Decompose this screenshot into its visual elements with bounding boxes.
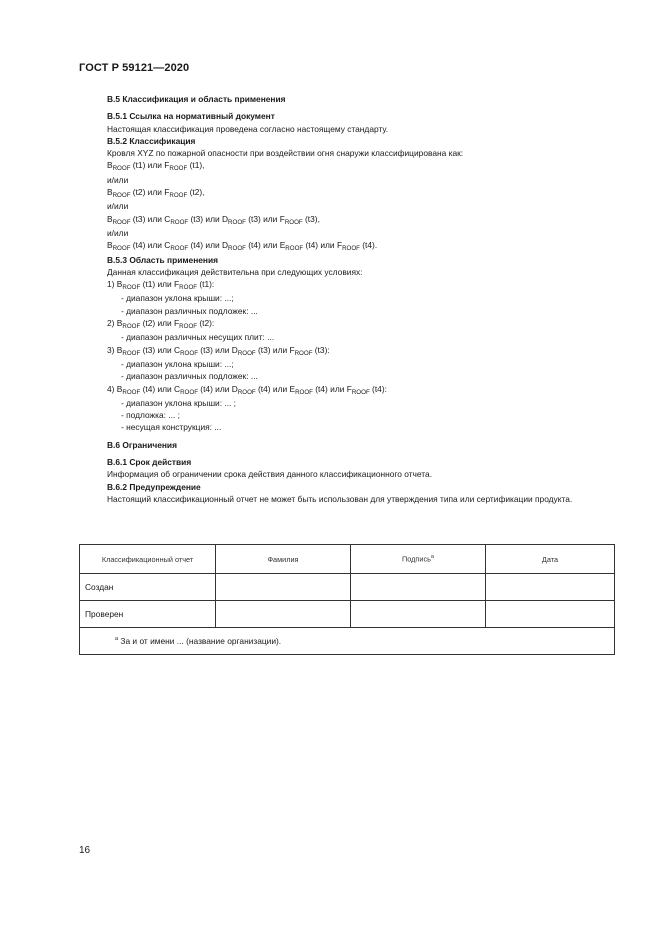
condition-2: 2) $B_{ROOF}$ (t2) или $F_{ROOF}$ (t2): [107,318,215,331]
section-b6-title: В.6 Ограничения [107,439,177,450]
section-b61-title: В.6.1 Срок действия [107,457,192,468]
section-b61-text: Информация об ограничении срока действия данного классификационного отчета. [107,469,433,480]
table-header-row [80,545,615,574]
condition-item: - диапазон различных подложек: ... [121,305,258,316]
document-header: ГОСТ Р 59121—2020 [79,62,190,74]
table-cell [351,574,486,601]
or-text: и/или [107,201,129,212]
section-b51-text: Настоящая классификация проведена согласно настоящему стандарту. [107,123,389,134]
section-b52-title: В.5.2 Классификация [107,135,196,146]
class-line-3: $B_{ROOF}$ (t3) или $C_{ROOF}$ (t3) или $D_{ROOF}$ (t3) или $F_{ROOF}$ (t3), [107,213,320,226]
condition-item: - диапазон различных несущих плит: ... [121,332,275,343]
row-label: Проверен [80,601,216,628]
row-label: Создан [80,574,216,601]
condition-item: - диапазон уклона крыши: ... ; [121,397,237,408]
table-row [80,601,615,628]
table-cell [486,601,615,628]
section-b53-title: В.5.3 Область применения [107,254,219,265]
table-note-row [80,628,615,655]
section-b51-title: В.5.1 Ссылка на нормативный документ [107,111,275,122]
section-b62-title: В.6.2 Предупреждение [107,481,201,492]
class-line-1: $B_{ROOF}$ (t1) или $F_{ROOF}$ (t1), [107,160,205,173]
condition-3: 3) $B_{ROOF}$ (t3) или $C_{ROOF}$ (t3) или $D_{ROOF}$ (t3) или $F_{ROOF}$ (t3): [107,344,330,357]
condition-item: - несущая конструкция: ... [121,422,222,433]
table-footnote: $^a$ За и от имени ... (название организации). [80,628,615,655]
condition-4: 4) $B_{ROOF}$ (t4) или $C_{ROOF}$ (t4) или $D_{ROOF}$ (t4) или $E_{ROOF}$ (t4) или $F_{ROOF}$ (t4): [107,383,387,396]
page-number: 16 [79,845,91,856]
class-line-2: $B_{ROOF}$ (t2) или $F_{ROOF}$ (t2), [107,187,205,200]
condition-item: - диапазон уклона крыши: ...; [121,358,234,369]
column-header: Подпись$^a$ [351,545,486,574]
table-row [80,574,615,601]
or-text: и/или [107,227,129,238]
section-b62-text: Настоящий классификационный отчет не может быть использован для утверждения типа или сертификации продукта. [107,493,573,504]
column-header: Дата [486,545,615,574]
table-cell [486,574,615,601]
table-cell [351,601,486,628]
document-body [107,93,617,505]
condition-1: 1) $B_{ROOF}$ (t1) или $F_{ROOF}$ (t1): [107,279,215,292]
signature-table [79,544,615,655]
condition-item: - диапазон уклона крыши: ...; [121,293,234,304]
class-line-4: $B_{ROOF}$ (t4) или $C_{ROOF}$ (t4) или $D_{ROOF}$ (t4) или $E_{ROOF}$ (t4) или $F_{ROOF}$ (t4). [107,240,378,253]
or-text: и/или [107,174,129,185]
section-b52-text: Кровля XYZ по пожарной опасности при воздействии огня снаружи классифицирована как: [107,148,464,159]
table-cell [216,601,351,628]
column-header: Классификационный отчет [80,545,216,574]
condition-item: - диапазон различных подложек: ... [121,371,258,382]
table-cell [216,574,351,601]
condition-item: - подложка: ... ; [121,410,180,421]
section-b5-title: В.5 Классификация и область применения [107,94,286,104]
section-b53-text: Данная классификация действительна при следующих условиях: [107,266,363,277]
column-header: Фамилия [216,545,351,574]
